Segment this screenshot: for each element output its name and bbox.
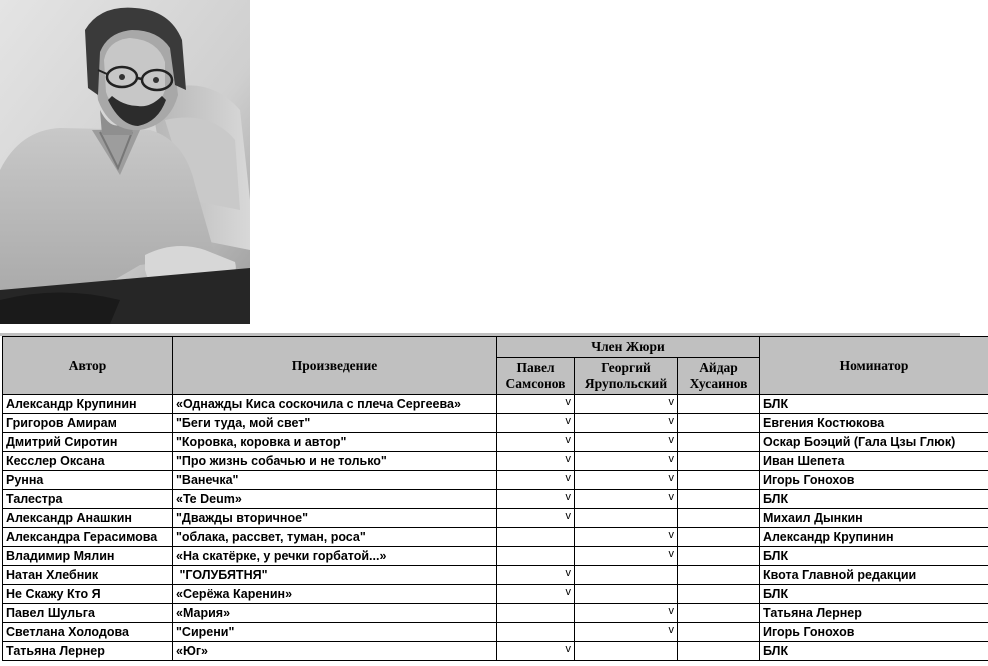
cell-work: "Коровка, коровка и автор" <box>173 433 497 452</box>
cell-vote-juror-2 <box>575 528 678 547</box>
table-row <box>3 509 988 528</box>
header-author: Автор <box>3 337 173 395</box>
cell-author: Александр Анашкин <box>3 509 173 528</box>
cell-author: Светлана Холодова <box>3 623 173 642</box>
cell-author: Талестра <box>3 490 173 509</box>
cell-vote-juror-3 <box>678 547 760 566</box>
cell-vote-juror-1 <box>497 452 575 471</box>
cell-nominator: Михаил Дынкин <box>760 509 988 528</box>
cell-work: "облака, рассвет, туман, роса" <box>173 528 497 547</box>
cell-work: "Беги туда, мой свет" <box>173 414 497 433</box>
cell-vote-juror-2 <box>575 623 678 642</box>
check-mark-icon: v <box>565 643 571 655</box>
table-row <box>3 642 988 661</box>
cell-nominator: Евгения Костюкова <box>760 414 988 433</box>
cell-vote-juror-2 <box>575 566 678 585</box>
cell-vote-juror-1 <box>497 642 575 661</box>
check-mark-icon: v <box>565 434 571 446</box>
cell-vote-juror-2 <box>575 490 678 509</box>
cell-nominator: Игорь Гонохов <box>760 623 988 642</box>
check-mark-icon: v <box>668 396 674 408</box>
cell-vote-juror-1 <box>497 528 575 547</box>
cell-nominator: Иван Шепета <box>760 452 988 471</box>
cell-vote-juror-2 <box>575 604 678 623</box>
cell-nominator: Квота Главной редакции <box>760 566 988 585</box>
cell-vote-juror-2 <box>575 433 678 452</box>
check-mark-icon: v <box>668 472 674 484</box>
table-row <box>3 547 988 566</box>
cell-vote-juror-3 <box>678 490 760 509</box>
check-mark-icon: v <box>565 586 571 598</box>
cell-vote-juror-1 <box>497 604 575 623</box>
photo-portrait <box>0 0 250 324</box>
check-mark-icon: v <box>565 491 571 503</box>
cell-work: «На скатёрке, у речки горбатой...» <box>173 547 497 566</box>
header-jury-group: Член Жюри <box>497 337 760 358</box>
cell-vote-juror-3 <box>678 414 760 433</box>
check-mark-icon: v <box>668 529 674 541</box>
check-mark-icon: v <box>668 453 674 465</box>
cell-work: «Однажды Киса соскочила с плеча Сергеева» <box>173 395 497 414</box>
cell-vote-juror-3 <box>678 452 760 471</box>
author-photo <box>0 0 250 324</box>
cell-nominator: БЛК <box>760 395 988 414</box>
check-mark-icon: v <box>668 491 674 503</box>
table-row <box>3 452 988 471</box>
cell-vote-juror-1 <box>497 471 575 490</box>
check-mark-icon: v <box>565 396 571 408</box>
table-row <box>3 395 988 414</box>
cell-author: Татьяна Лернер <box>3 642 173 661</box>
table-row <box>3 528 988 547</box>
cell-vote-juror-3 <box>678 623 760 642</box>
table-row <box>3 414 988 433</box>
cell-nominator: Татьяна Лернер <box>760 604 988 623</box>
cell-nominator: БЛК <box>760 585 988 604</box>
cell-nominator: Оскар Боэций (Гала Цзы Глюк) <box>760 433 988 452</box>
table-row <box>3 471 988 490</box>
header-row-1 <box>3 337 988 358</box>
cell-author: Дмитрий Сиротин <box>3 433 173 452</box>
check-mark-icon: v <box>565 415 571 427</box>
cell-vote-juror-1 <box>497 585 575 604</box>
header-nominator: Номинатор <box>760 337 988 395</box>
cell-author: Павел Шульга <box>3 604 173 623</box>
check-mark-icon: v <box>565 453 571 465</box>
table-row <box>3 623 988 642</box>
cell-nominator: БЛК <box>760 490 988 509</box>
cell-work: «Te Deum» <box>173 490 497 509</box>
cell-work: «Серёжа Каренин» <box>173 585 497 604</box>
cell-vote-juror-2 <box>575 547 678 566</box>
cell-author: Натан Хлебник <box>3 566 173 585</box>
table-row <box>3 490 988 509</box>
cell-vote-juror-3 <box>678 642 760 661</box>
check-mark-icon: v <box>565 510 571 522</box>
cell-vote-juror-3 <box>678 604 760 623</box>
check-mark-icon: v <box>668 605 674 617</box>
cell-work: "Про жизнь собачью и не только" <box>173 452 497 471</box>
cell-vote-juror-2 <box>575 642 678 661</box>
cell-vote-juror-3 <box>678 585 760 604</box>
cell-work: «Мария» <box>173 604 497 623</box>
cell-vote-juror-3 <box>678 528 760 547</box>
cell-author: Александра Герасимова <box>3 528 173 547</box>
cell-vote-juror-1 <box>497 414 575 433</box>
table-row <box>3 585 988 604</box>
cell-vote-juror-1 <box>497 509 575 528</box>
check-mark-icon: v <box>668 548 674 560</box>
cell-vote-juror-3 <box>678 509 760 528</box>
cell-author: Григоров Амирам <box>3 414 173 433</box>
jury-table <box>2 336 988 661</box>
cell-work: "Дважды вторичное" <box>173 509 497 528</box>
cell-vote-juror-2 <box>575 585 678 604</box>
cell-vote-juror-3 <box>678 395 760 414</box>
cell-vote-juror-2 <box>575 452 678 471</box>
cell-vote-juror-1 <box>497 490 575 509</box>
check-mark-icon: v <box>668 434 674 446</box>
header-juror-2: Георгий Ярупольский <box>575 358 678 395</box>
cell-vote-juror-1 <box>497 395 575 414</box>
cell-vote-juror-2 <box>575 395 678 414</box>
header-juror-1: Павел Самсонов <box>497 358 575 395</box>
cell-work: «Юг» <box>173 642 497 661</box>
cell-vote-juror-3 <box>678 471 760 490</box>
table-row <box>3 433 988 452</box>
cell-vote-juror-3 <box>678 433 760 452</box>
cell-work: "Сирени" <box>173 623 497 642</box>
cell-vote-juror-1 <box>497 623 575 642</box>
cell-work: "ГОЛУБЯТНЯ" <box>173 566 497 585</box>
cell-vote-juror-1 <box>497 547 575 566</box>
cell-vote-juror-2 <box>575 471 678 490</box>
check-mark-icon: v <box>565 567 571 579</box>
cell-author: Рунна <box>3 471 173 490</box>
check-mark-icon: v <box>668 624 674 636</box>
cell-vote-juror-2 <box>575 414 678 433</box>
cell-nominator: Игорь Гонохов <box>760 471 988 490</box>
cell-nominator: Александр Крупинин <box>760 528 988 547</box>
cell-author: Кесслер Оксана <box>3 452 173 471</box>
table-body <box>3 395 988 661</box>
cell-author: Не Скажу Кто Я <box>3 585 173 604</box>
cell-vote-juror-1 <box>497 566 575 585</box>
cell-vote-juror-3 <box>678 566 760 585</box>
cell-nominator: БЛК <box>760 547 988 566</box>
header-work: Произведение <box>173 337 497 395</box>
header-juror-3: Айдар Хусаинов <box>678 358 760 395</box>
check-mark-icon: v <box>565 472 571 484</box>
cell-vote-juror-1 <box>497 433 575 452</box>
cell-author: Владимир Мялин <box>3 547 173 566</box>
cell-vote-juror-2 <box>575 509 678 528</box>
cell-work: "Ванечка" <box>173 471 497 490</box>
table-row <box>3 604 988 623</box>
cell-nominator: БЛК <box>760 642 988 661</box>
cell-author: Александр Крупинин <box>3 395 173 414</box>
table-row <box>3 566 988 585</box>
check-mark-icon: v <box>668 415 674 427</box>
